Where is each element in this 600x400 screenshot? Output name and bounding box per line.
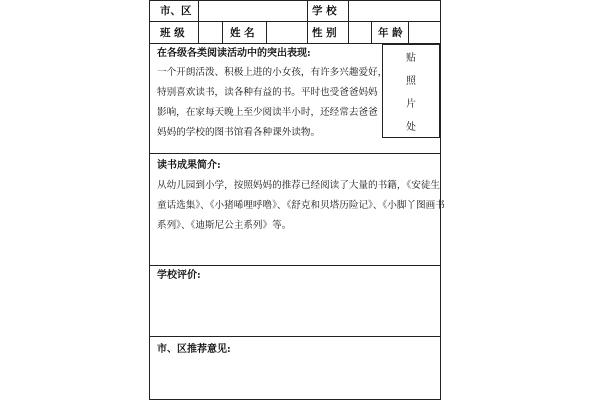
- city-district-label: 市、区: [160, 5, 192, 17]
- row-divider: [149, 153, 441, 154]
- photo-char: 处: [406, 122, 416, 133]
- performance-line: 特别喜欢读书，读各种有益的书。平时也受爸爸妈妈: [157, 87, 378, 98]
- performance-line: 妈妈的学校的图书馆看各种课外读物。: [157, 127, 321, 138]
- cell-divider: [371, 21, 372, 43]
- performance-heading: 在各级各类阅读活动中的突出表现:: [157, 48, 311, 59]
- cell-divider: [348, 0, 349, 21]
- cell-divider: [198, 21, 199, 43]
- cell-divider: [198, 0, 199, 21]
- performance-line: 一个开朗活泼、积极上进的小女孩，有许多兴趣爱好，: [157, 67, 388, 78]
- photo-placeholder: [382, 44, 440, 138]
- row-divider: [149, 265, 441, 266]
- class-label: 班 级: [160, 27, 185, 39]
- cell-divider: [222, 21, 223, 43]
- performance-line: 影响，在家每天晚上至少阅读半小时，还经常去爸爸: [157, 107, 378, 118]
- row-divider: [149, 21, 441, 22]
- cell-divider: [266, 21, 267, 43]
- age-label: 年 龄: [378, 27, 403, 39]
- achievements-line: 从幼儿园到小学，按照妈妈的推荐已经阅读了大量的书籍，《安徒生: [157, 180, 441, 191]
- name-label: 姓 名: [230, 27, 255, 39]
- achievements-heading: 读书成果简介:: [157, 160, 221, 171]
- photo-char: 片: [406, 99, 416, 110]
- row-divider: [149, 336, 441, 337]
- school-label: 学 校: [312, 5, 337, 17]
- gender-label: 性 别: [312, 27, 337, 39]
- cell-divider: [307, 0, 308, 21]
- cell-divider: [307, 21, 308, 43]
- school-evaluation-heading: 学校评价:: [157, 270, 201, 281]
- achievements-line: 童话选集》、《小猪唏哩呼噜》、《舒克和贝塔历险记》、《小脚丫图画书: [157, 200, 445, 211]
- cell-divider: [408, 21, 409, 43]
- photo-char: 照: [406, 76, 416, 87]
- recommendation-form: [149, 0, 445, 400]
- photo-char: 贴: [406, 53, 416, 64]
- district-recommendation-heading: 市、区推荐意见:: [157, 344, 231, 355]
- achievements-line: 系列》、《迪斯尼公主系列》等。: [157, 220, 292, 231]
- cell-divider: [348, 21, 349, 43]
